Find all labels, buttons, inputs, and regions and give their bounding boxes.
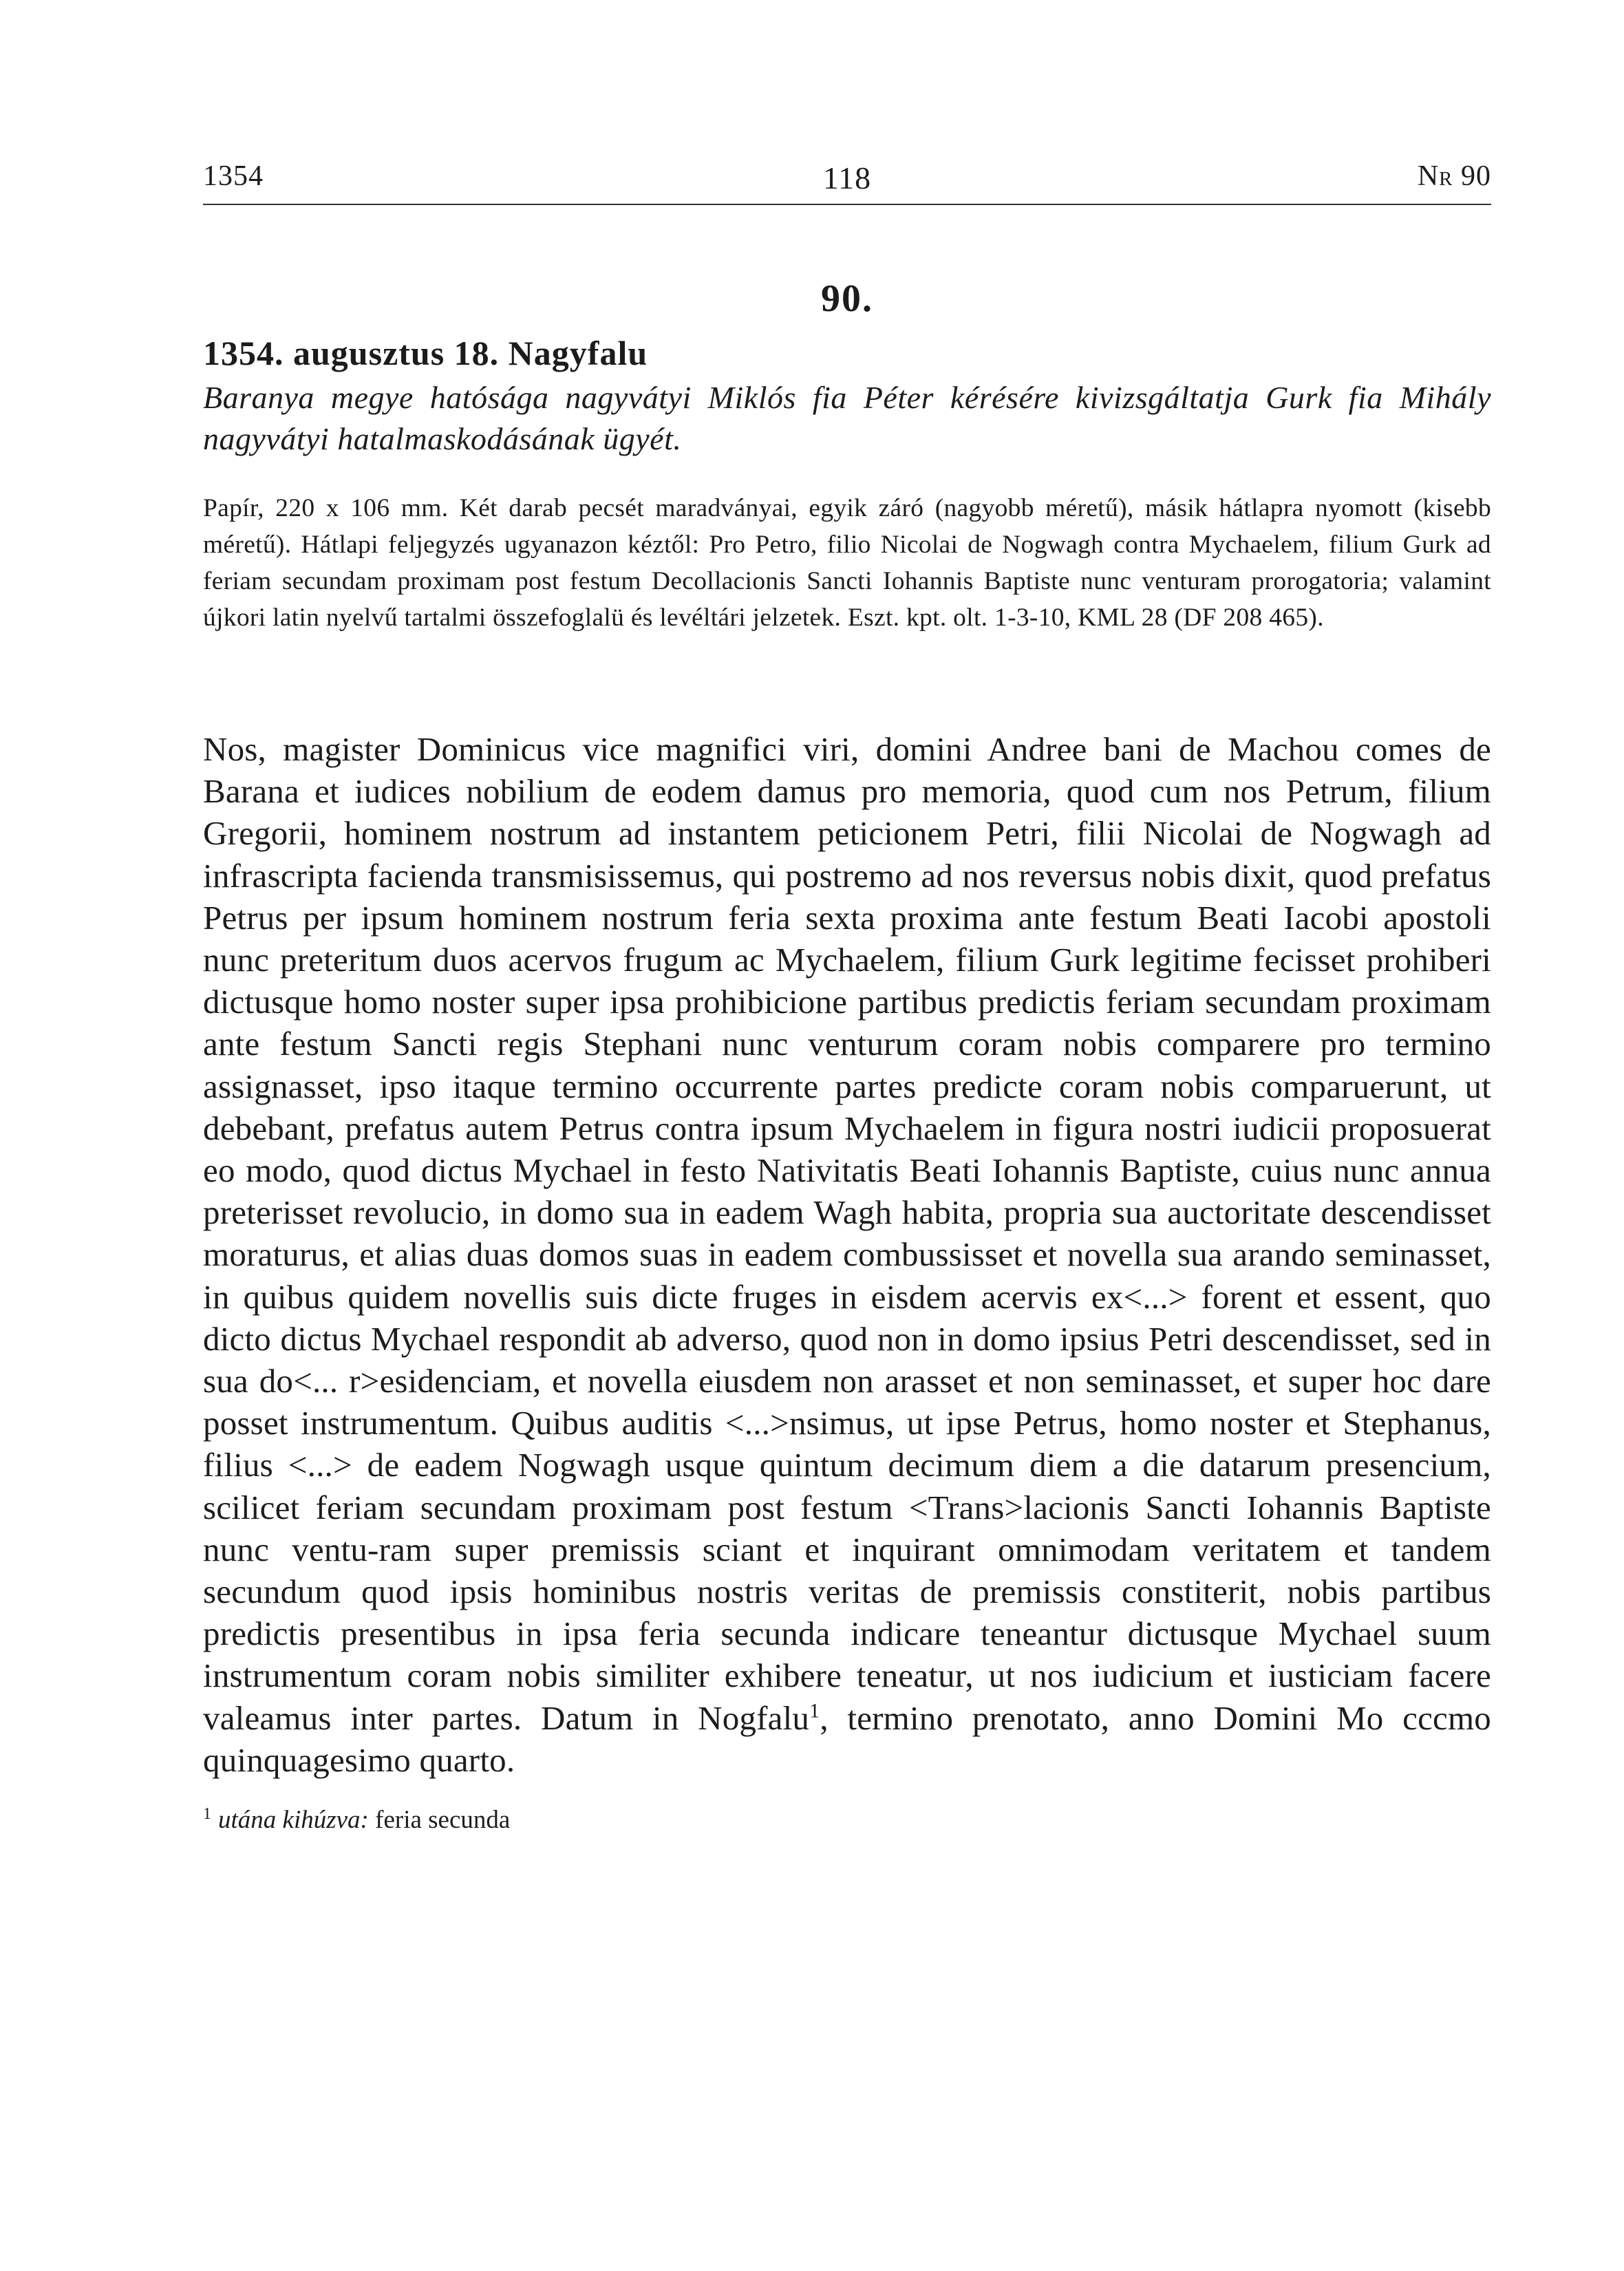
header-page-number: 118 <box>822 160 872 195</box>
footnote-text: feria secunda <box>375 1806 511 1834</box>
header-document-number <box>1418 160 1491 193</box>
header-year: 1354 <box>203 160 264 192</box>
footnote-label: utána kihúzva: <box>218 1806 369 1834</box>
running-header <box>203 160 1491 201</box>
document-date-place: 1354. augusztus 18. Nagyfalu <box>203 334 648 372</box>
document-main-text <box>203 728 1491 1781</box>
document-number: 90. <box>821 277 873 320</box>
document-regest: Baranya megye hatósága nagyvátyi Miklós fia Péter kérésére kivizsgáltatja Gurk fia Mihály nagyvátyi hatalmaskodásának ügyét. <box>203 380 1491 456</box>
main-text-part-1: Nos, magister Dominicus vice magnifici viri, domini Andree bani de Machou comes de Barana et iudices nobilium de eodem damus pro memoria, quod cum nos Petrum, filium Gregorii, hominem nostrum ad instantem peticionem Petri, filii Nicolai de Nogwagh ad infrascripta facienda transmisissemus, qui postremo ad nos reversus nobis dixit, quod prefatus Petrus per ipsum hominem nostrum feria sexta proxima ante festum Beati Iacobi apostoli nunc preteritum duos acervos frugum ac Mychaelem, filium Gurk legitime fecisset prohiberi dictusque homo noster super ipsa prohibicione partibus predictis feriam secundam proximam ante festum Sancti regis Stephani nunc venturum coram nobis comparere pro termino assignasset, ipso itaque termino occurrente partes predicte coram nobis comparuerunt, ut debebant, prefatus autem Petrus contra ipsum Mychaelem in figura nostri iudicii proposuerat eo modo, quod dictus Mychael in festo Nativitatis Beati Iohannis Baptiste, cuius nunc annua preterisset revolucio, in domo sua in eadem Wagh habita, propria sua auctoritate descendisset moraturus, et alias duas domos suas in eadem combussisset et novella sua arando seminasset, in quibus quidem novellis suis dicte fruges in eisdem acervis ex<...> forent et essent, quo dicto dictus Mychael respondit ab adverso, quod non in domo ipsius Petri descendisset, sed in sua do<... r>esidenciam, et novella eiusdem non arasset et non seminasset, et super hoc dare posset instrumentum. Quibus auditis <...>nsimus, ut ipse Petrus, homo noster et Stephanus, filius <...> de eadem Nogwagh usque quintum decimum diem a die datarum presencium, scilicet feriam secundam proximam post festum <Trans>lacionis Sancti Iohannis Baptiste nunc ventu-ram super premissis sciant et inquirant omnimodam veritatem et tandem secundum quod ipsis hominibus nostris veritas de premissis constiterit, nobis partibus predictis presentibus in ipsa feria secunda indicare teneantur dictusque Mychael suum instrumentum coram nobis similiter exhibere teneatur, ut nos iudicium et iusticiam facere valeamus inter partes. Datum in Nogfalu <box>203 730 1491 1737</box>
header-nr-value: 90 <box>1461 160 1491 192</box>
main-text-part-2: , termino prenotato, anno Domini Mo cccmo quinquagesimo quarto. <box>203 1698 1491 1779</box>
header-nr-label: Nr <box>1417 160 1453 192</box>
footnote-reference[interactable]: 1 <box>809 1699 820 1723</box>
footnote-number: 1 <box>203 1804 211 1823</box>
header-rule <box>203 204 1491 205</box>
footnote <box>203 1803 510 1837</box>
document-apparatus: Papír, 220 x 106 mm. Két darab pecsét maradványai, egyik záró (nagyobb méretű), másik hátlapra nyomott (kisebb méretű). Hátlapi feljegyzés ugyanazon kéztől: Pro Petro, filio Nicolai de Nogwagh contra Mychaelem, filium Gurk ad feriam secundam proximam post festum Decollacionis Sancti Iohannis Baptiste nunc venturam prorogatoria; valamint újkori latin nyelvű tartalmi összefoglalü és levéltári jelzetek. Eszt. kpt. olt. 1-3-10, KML 28 (DF 208 465). <box>203 494 1491 632</box>
